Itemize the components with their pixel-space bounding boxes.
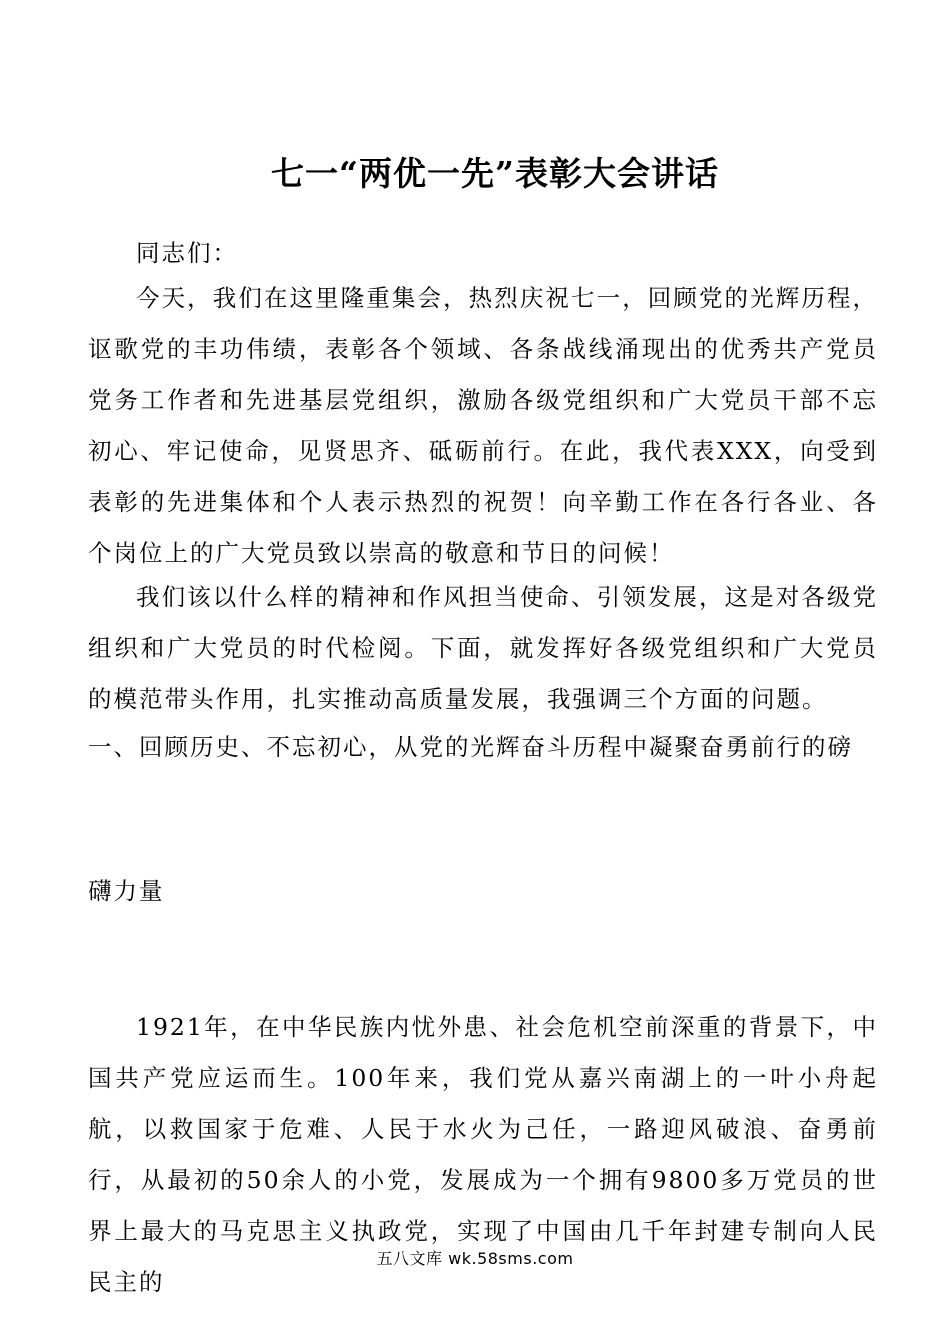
paragraph-1: 今天，我们在这里隆重集会，热烈庆祝七一，回顾党的光辉历程，讴歌党的丰功伟绩，表彰各个领域、各条战线涌现出的优秀共产党员党务工作者和先进基层党组织，激励各级党组织和广大党员干部不忘初心、牢记使命，见贤思齐、砥砺前行。在此，我代表XXX，向受到表彰的先进集体和个人表示热烈的祝贺！向辛勤工作在各行各业、各个岗位上的广大党员致以崇高的敬意和节日的问候！	[88, 284, 878, 567]
salutation: 同志们：	[136, 239, 238, 267]
paragraph-2: 我们该以什么样的精神和作风担当使命、引领发展，这是对各级党组织和广大党员的时代检阅。下面，就发挥好各级党组织和广大党员的模范带头作用，扎实推动高质量发展，我强调三个方面的问题。	[88, 583, 878, 713]
document-title: 七一“两优一先”表彰大会讲话	[271, 154, 719, 193]
section-heading-1-line-2: 礴力量	[88, 877, 165, 905]
footer-watermark: 五八文库 wk.58sms.com	[376, 1249, 574, 1268]
paragraph-3: 1921年，在中华民族内忧外患、社会危机空前深重的背景下，中国共产党应运而生。100年来，我们党从嘉兴南湖上的一叶小舟起航，以救国家于危难、人民于水火为己任，一路迎风破浪、奋勇前行，从最初的50余人的小党，发展成为一个拥有9800多万党员的世界上最大的马克思主义执政党，实现了中国由几千年封建专制向人民民主的	[88, 1013, 878, 1296]
section-heading-1-line-1: 一、回顾历史、不忘初心，从党的光辉奋斗历程中凝聚奋勇前行的磅	[88, 733, 853, 761]
